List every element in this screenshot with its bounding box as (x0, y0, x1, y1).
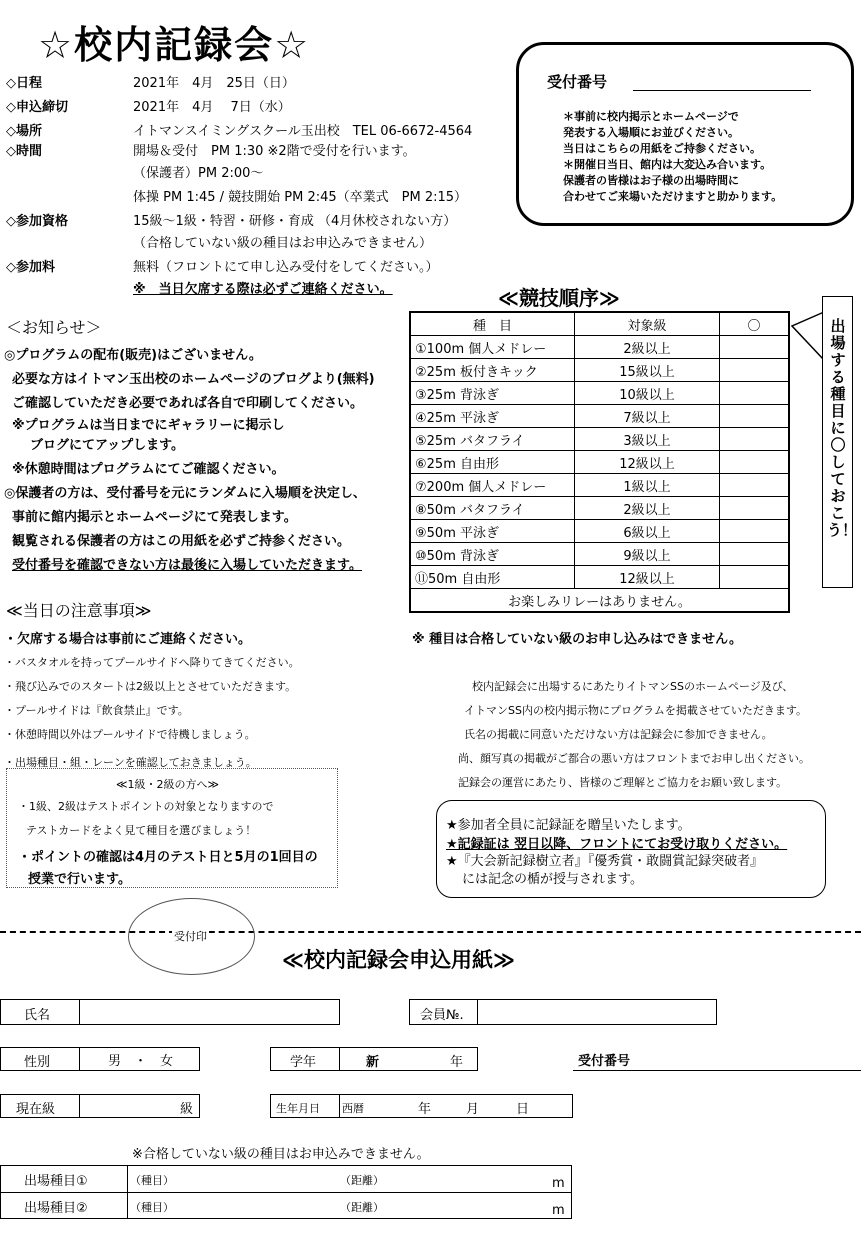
event-cell: ⑧50m バタフライ (410, 497, 575, 520)
entry2-event[interactable]: （種目） (130, 1201, 174, 1214)
day-label: 日 (516, 1102, 530, 1117)
level-box-line: テストカードをよく見て種目を選びましょう！ (26, 824, 257, 837)
info-value: （合格していない級の種目はお申込みできません） (133, 236, 433, 251)
check-cell[interactable] (720, 566, 790, 589)
entry1-distance[interactable]: （距離） (340, 1174, 384, 1187)
gender-options[interactable]: 男 ・ 女 (108, 1054, 174, 1069)
event-cell: ④25m 平泳ぎ (410, 405, 575, 428)
info-value: 2021年 4月 7日（水） (133, 100, 291, 115)
gender-divider (79, 1047, 80, 1071)
level-cell: 1級以上 (575, 474, 720, 497)
privacy-line: 校内記録会に出場するにあたりイトマンSSのホームページ及び、 (472, 680, 794, 693)
receipt-note: ＊事前に校内掲示とホームページで (563, 110, 739, 123)
name-field[interactable] (0, 999, 340, 1025)
info-value: 開場＆受付 PM 1:30 ※2階で受付を行います。 (133, 144, 416, 159)
privacy-line: 尚、顔写真の掲載がご都合の悪い方はフロントまでお申し出ください。 (458, 752, 810, 765)
info-label: ◇場所 (6, 124, 42, 139)
caution-line: ・欠席する場合は事前にご連絡ください。 (4, 632, 252, 647)
notice-heading: ＜お知らせ＞ (6, 318, 102, 337)
info-value: イトマンスイミングスクール玉出校 TEL 06-6672-4564 (133, 124, 473, 139)
entry2-meter: m (552, 1203, 565, 1218)
privacy-line: 記録会の運営にあたり、皆様のご理解とご協力をお願い致します。 (458, 776, 788, 789)
caution-line: ・飛び込みでのスタートは2級以上とさせていただきます。 (4, 680, 297, 693)
notice-line: ご確認していただき必要であれば各自で印刷してください。 (12, 396, 364, 411)
check-cell[interactable] (720, 359, 790, 382)
current-level-label: 現在級 (16, 1102, 56, 1117)
notice-line: ◎保護者の方は、受付番号を元にランダムに入場順を決定し、 (4, 486, 366, 501)
receipt-note: 発表する入場順にお並びください。 (563, 126, 739, 139)
table-row (410, 474, 789, 497)
info-label: ◇日程 (6, 76, 42, 91)
table-row (410, 405, 789, 428)
event-cell: ②25m 板付きキック (410, 359, 575, 382)
event-cell: ⑨50m 平泳ぎ (410, 520, 575, 543)
award-line: ★『大会新記録樹立者』『優秀賞・敢闘賞記録突破者』 (446, 854, 764, 869)
member-number-label: 会員№. (420, 1008, 464, 1023)
entry-col-divider (127, 1165, 128, 1219)
level-cell: 6級以上 (575, 520, 720, 543)
info-value: （保護者）PM 2:00～ (133, 166, 264, 181)
receipt-note: 保護者の皆様はお子様の出場時間に (563, 174, 739, 187)
award-line: ★記録証は 翌日以降、フロントにてお受け取りください。 (446, 837, 788, 852)
page-title: ☆校内記録会☆ (38, 23, 311, 67)
check-cell[interactable] (720, 405, 790, 428)
notice-line: 観覧される保護者の方はこの用紙を必ずご持参ください。 (12, 534, 351, 549)
entry-row-divider (0, 1192, 572, 1193)
event-cell: ⑪50m 自由形 (410, 566, 575, 589)
callout-pointer (780, 300, 828, 370)
info-label: ◇申込締切 (6, 100, 68, 115)
table-header-row (410, 312, 789, 336)
check-cell[interactable] (720, 474, 790, 497)
check-cell[interactable] (720, 382, 790, 405)
event-cell: ①100m 個人メドレー (410, 336, 575, 359)
level-cell: 7級以上 (575, 405, 720, 428)
level-cell: 2級以上 (575, 497, 720, 520)
table-row (410, 451, 789, 474)
entry1-meter: m (552, 1176, 565, 1191)
level-cell: 9級以上 (575, 543, 720, 566)
level-box-line: 授業で行います。 (28, 872, 131, 887)
table-row (410, 543, 789, 566)
event-cell: ⑥25m 自由形 (410, 451, 575, 474)
notice-line: 事前に館内掲示とホームページにて発表します。 (12, 510, 297, 525)
level-cell: 12級以上 (575, 566, 720, 589)
name-label: 氏名 (24, 1008, 51, 1023)
form-title: ≪校内記録会申込用紙≫ (282, 948, 515, 972)
caution-line: ・プールサイドは『飲食禁止』です。 (4, 704, 189, 717)
table-row (410, 497, 789, 520)
receipt-number-label: 受付番号 (547, 73, 608, 91)
table-row (410, 520, 789, 543)
info-value: 2021年 4月 25日（日） (133, 76, 295, 91)
table-row (410, 382, 789, 405)
notice-line: ブログにてアップします。 (30, 438, 185, 453)
level-cell: 3級以上 (575, 428, 720, 451)
caution-line: ・休憩時間以外はプールサイドで待機しましょう。 (4, 728, 256, 741)
event-order-table (409, 311, 790, 613)
check-cell[interactable] (720, 336, 790, 359)
name-divider (79, 999, 80, 1025)
check-callout-text: 出場する種目に〇しておこう！ (827, 317, 858, 539)
level-cell: 10級以上 (575, 382, 720, 405)
award-line: ★参加者全員に記録証を贈呈いたします。 (446, 818, 691, 833)
privacy-line: イトマンSS内の校内掲示物にプログラムを掲載させていただきます。 (464, 704, 807, 717)
grade-divider (339, 1047, 340, 1071)
level-box-title: ≪1級・2級の方へ≫ (116, 778, 220, 791)
gender-label: 性別 (24, 1055, 51, 1070)
check-cell[interactable] (720, 451, 790, 474)
award-line: には記念の楯が授与されます。 (462, 872, 643, 887)
birth-divider (339, 1094, 340, 1118)
birthdate-label: 生年月日 (276, 1102, 320, 1115)
receipt-note: 当日はこちらの用紙をご持参ください。 (563, 142, 761, 155)
notice-line: 受付番号を確認できない方は最後に入場していただきます。 (12, 558, 362, 573)
entry1-label: 出場種目① (24, 1174, 88, 1189)
caution-line: ・バスタオルを持ってプールサイドへ降りてきてください。 (4, 656, 300, 669)
order-heading: ≪競技順序≫ (498, 286, 620, 310)
info-value: 体操 PM 1:45 / 競技開始 PM 2:45（卒業式 PM 2:15） (133, 190, 468, 205)
table-row (410, 336, 789, 359)
receipt-seal-label: 受付印 (174, 930, 207, 943)
year-label: 年 (418, 1102, 432, 1117)
notice-line: ※休憩時間はプログラムにてご確認ください。 (12, 462, 285, 477)
level-box-line: ・1級、2級はテストポイントの対象となりますので (18, 800, 274, 813)
level-cell: 15級以上 (575, 359, 720, 382)
level-cell: 2級以上 (575, 336, 720, 359)
relay-note: お楽しみリレーはありません。 (410, 589, 789, 613)
order-note: ※ 種目は合格していない級のお申し込みはできません。 (412, 632, 742, 647)
event-cell: ⑤25m バタフライ (410, 428, 575, 451)
info-label: ◇参加料 (6, 260, 55, 275)
table-row (410, 359, 789, 382)
entry1-event[interactable]: （種目） (130, 1174, 174, 1187)
column-header-event: 種 目 (410, 312, 575, 336)
info-value: 無料（フロントにて申し込み受付をしてください。） (133, 260, 439, 275)
entry2-distance[interactable]: （距離） (340, 1201, 384, 1214)
event-cell: ③25m 背泳ぎ (410, 382, 575, 405)
check-cell[interactable] (720, 497, 790, 520)
grade-label: 学年 (290, 1055, 317, 1070)
check-cell[interactable] (720, 520, 790, 543)
table-footer-row (410, 589, 789, 613)
level-cell: 12級以上 (575, 451, 720, 474)
notice-line: 必要な方はイトマン玉出校のホームページのブログより(無料) (12, 372, 375, 387)
caution-line: ・出場種目・組・レーンを確認しておきましょう。 (4, 756, 257, 769)
level-unit: 級 (180, 1102, 194, 1117)
level-box-line: ・ポイントの確認は4月のテスト日と5月の1回目の (18, 850, 318, 865)
event-cell: ⑦200m 個人メドレー (410, 474, 575, 497)
check-cell[interactable] (720, 543, 790, 566)
grade-new: 新 (366, 1055, 380, 1070)
notice-line: ※プログラムは当日までにギャラリーに掲示し (12, 418, 285, 433)
info-value: ※ 当日欠席する際は必ずご連絡ください。 (133, 282, 393, 297)
receipt-number-box (516, 42, 854, 226)
month-label: 月 (466, 1102, 480, 1117)
form-warning: ※合格していない級の種目はお申込みできません。 (132, 1147, 430, 1162)
info-value: 15級～1級・特習・研修・育成 （4月休校されない方） (133, 214, 457, 229)
era-label: 西暦 (342, 1102, 364, 1115)
info-label: ◇参加資格 (6, 214, 68, 229)
form-receipt-label: 受付番号 (578, 1054, 631, 1069)
column-header-level: 対象級 (575, 312, 720, 336)
event-cell: ⑩50m 背泳ぎ (410, 543, 575, 566)
receipt-note: ＊開催日当日、館内は大変込み合います。 (563, 158, 772, 171)
table-row (410, 428, 789, 451)
caution-heading: ≪当日の注意事項≫ (6, 601, 152, 620)
event-order-rows (410, 336, 789, 589)
form-receipt-line[interactable] (573, 1070, 861, 1071)
info-label: ◇時間 (6, 144, 42, 159)
receipt-note: 合わせてご来場いただけますと助かります。 (563, 190, 783, 203)
receipt-number-line (633, 90, 811, 91)
check-cell[interactable] (720, 428, 790, 451)
privacy-line: 氏名の掲載に同意いただけない方は記録会に参加できません。 (464, 728, 773, 741)
table-row (410, 566, 789, 589)
entry2-label: 出場種目② (24, 1201, 88, 1216)
member-divider (477, 999, 478, 1025)
column-header-check: 〇 (720, 312, 790, 336)
grade-unit: 年 (450, 1055, 464, 1070)
notice-line: ◎プログラムの配布(販売)はございません。 (4, 348, 262, 363)
level-divider (79, 1094, 80, 1118)
